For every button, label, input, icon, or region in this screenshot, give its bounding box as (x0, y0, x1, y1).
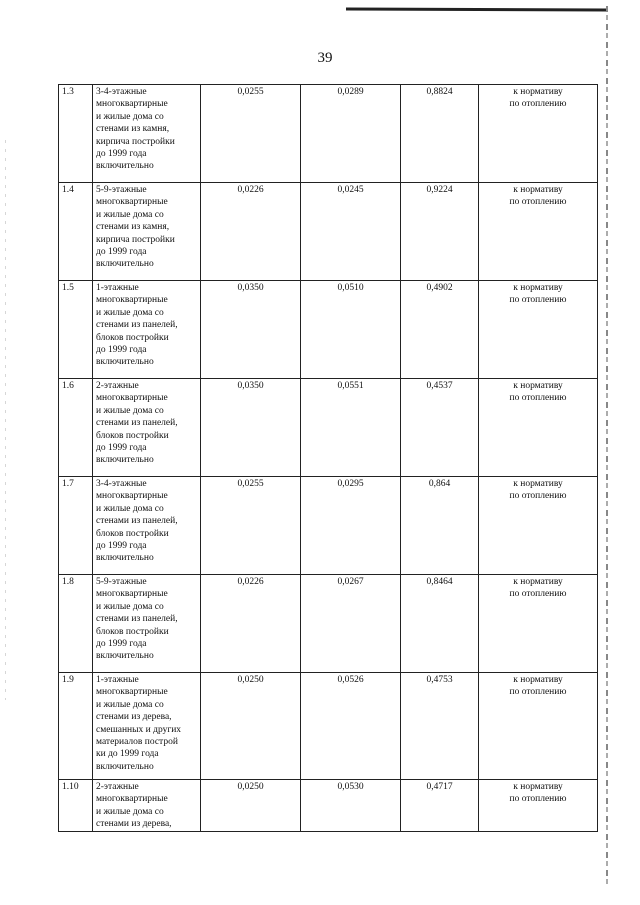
value-col-1: 0,0250 (201, 673, 301, 780)
value-col-2: 0,0530 (301, 780, 401, 832)
value-col-2: 0,0245 (301, 183, 401, 281)
row-number: 1.10 (59, 780, 93, 832)
table-row (59, 85, 598, 183)
normative-note: к нормативу по отоплению (479, 183, 598, 281)
value-col-2: 0,0526 (301, 673, 401, 780)
table-row (59, 477, 598, 575)
building-description: 2-этажные многоквартирные и жилые дома со стенами из дерева, (93, 780, 201, 832)
value-col-3: 0,8824 (401, 85, 479, 183)
table-row (59, 281, 598, 379)
norms-table (58, 84, 598, 832)
value-col-2: 0,0510 (301, 281, 401, 379)
value-col-3: 0,4537 (401, 379, 479, 477)
building-description: 5-9-этажные многоквартирные и жилые дома со стенами из панелей, блоков постройки до 1999 года включительно (93, 575, 201, 673)
value-col-2: 0,0551 (301, 379, 401, 477)
normative-note: к нормативу по отоплению (479, 281, 598, 379)
row-number: 1.3 (59, 85, 93, 183)
table-row (59, 183, 598, 281)
table-row (59, 673, 598, 780)
scan-edge-right (606, 6, 608, 886)
scan-edge-left (5, 140, 6, 700)
value-col-2: 0,0267 (301, 575, 401, 673)
row-number: 1.4 (59, 183, 93, 281)
table-row (59, 780, 598, 832)
value-col-1: 0,0250 (201, 780, 301, 832)
normative-note: к нормативу по отоплению (479, 673, 598, 780)
row-number: 1.7 (59, 477, 93, 575)
row-number: 1.9 (59, 673, 93, 780)
value-col-2: 0,0295 (301, 477, 401, 575)
value-col-1: 0,0226 (201, 575, 301, 673)
value-col-3: 0,4902 (401, 281, 479, 379)
row-number: 1.6 (59, 379, 93, 477)
building-description: 1-этажные многоквартирные и жилые дома со стенами из дерева, смешанных и других материалов построй ки до 1999 года включительно (93, 673, 201, 780)
building-description: 5-9-этажные многоквартирные и жилые дома со стенами из камня, кирпича постройки до 1999 года включительно (93, 183, 201, 281)
normative-note: к нормативу по отоплению (479, 85, 598, 183)
building-description: 1-этажные многоквартирные и жилые дома со стенами из панелей, блоков постройки до 1999 года включительно (93, 281, 201, 379)
page-number: 39 (317, 50, 333, 66)
value-col-3: 0,4717 (401, 780, 479, 832)
building-description: 3-4-этажные многоквартирные и жилые дома со стенами из камня, кирпича постройки до 1999 года включительно (93, 85, 201, 183)
value-col-2: 0,0289 (301, 85, 401, 183)
table-row (59, 379, 598, 477)
value-col-1: 0,0255 (201, 477, 301, 575)
value-col-1: 0,0226 (201, 183, 301, 281)
normative-note: к нормативу по отоплению (479, 780, 598, 832)
scan-edge-top (346, 8, 606, 12)
value-col-1: 0,0255 (201, 85, 301, 183)
normative-note: к нормативу по отоплению (479, 379, 598, 477)
value-col-3: 0,9224 (401, 183, 479, 281)
table-row (59, 575, 598, 673)
building-description: 2-этажные многоквартирные и жилые дома со стенами из панелей, блоков постройки до 1999 года включительно (93, 379, 201, 477)
normative-note: к нормативу по отоплению (479, 477, 598, 575)
building-description: 3-4-этажные многоквартирные и жилые дома со стенами из панелей, блоков постройки до 1999 года включительно (93, 477, 201, 575)
row-number: 1.5 (59, 281, 93, 379)
value-col-3: 0,864 (401, 477, 479, 575)
row-number: 1.8 (59, 575, 93, 673)
value-col-3: 0,4753 (401, 673, 479, 780)
normative-note: к нормативу по отоплению (479, 575, 598, 673)
value-col-1: 0,0350 (201, 281, 301, 379)
value-col-3: 0,8464 (401, 575, 479, 673)
value-col-1: 0,0350 (201, 379, 301, 477)
